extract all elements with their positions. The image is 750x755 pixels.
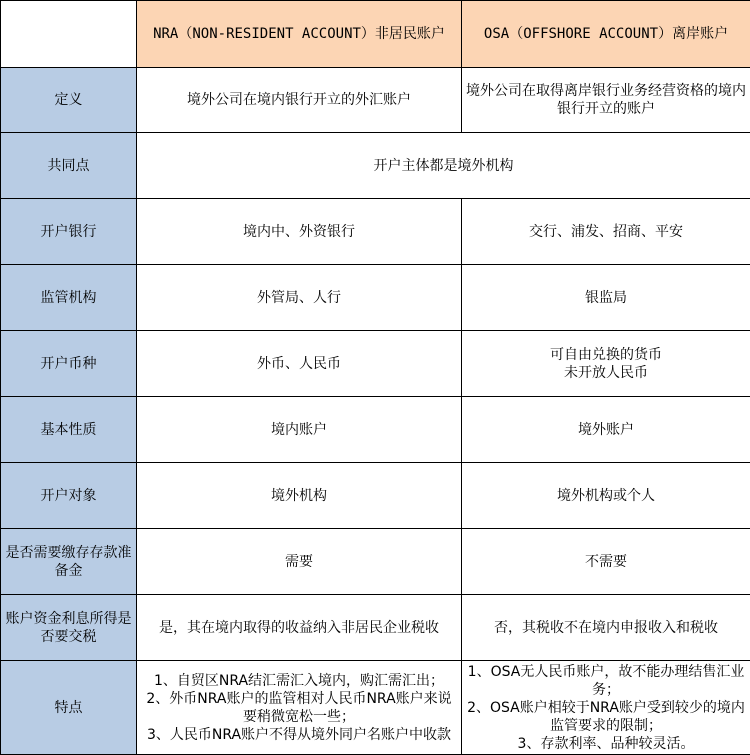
table-row-bank — [1, 199, 750, 265]
row-label-target: 开户对象 — [1, 463, 137, 529]
nra-currency-cell: 外币、人民币 — [137, 331, 462, 397]
table-row-nature — [1, 397, 750, 463]
osa-features-cell — [462, 661, 750, 755]
nra-regulator-cell: 外管局、人行 — [137, 265, 462, 331]
table-row-features — [1, 661, 750, 755]
nra-feature-item: 3、人民币NRA账户不得从境外同户名账户中收款 — [141, 726, 457, 744]
nra-bank-cell: 境内中、外资银行 — [137, 199, 462, 265]
nra-column-header: NRA（NON-RESIDENT ACCOUNT）非居民账户 — [137, 1, 462, 68]
nra-target-cell: 境外机构 — [137, 463, 462, 529]
nra-features-cell — [137, 661, 462, 755]
row-label-features: 特点 — [1, 661, 137, 755]
table-row-regulator — [1, 265, 750, 331]
nra-nature-cell: 境内账户 — [137, 397, 462, 463]
osa-bank-cell: 交行、浦发、招商、平安 — [462, 199, 750, 265]
row-label-common: 共同点 — [1, 133, 137, 199]
nra-definition-cell: 境外公司在境内银行开立的外汇账户 — [137, 68, 462, 133]
row-label-bank: 开户银行 — [1, 199, 137, 265]
table-row-common — [1, 133, 750, 199]
osa-target-cell: 境外机构或个人 — [462, 463, 750, 529]
corner-cell — [1, 1, 137, 68]
row-label-tax: 账户资金利息所得是否要交税 — [1, 595, 137, 661]
table-row-definition — [1, 68, 750, 133]
table-row-reserve — [1, 529, 750, 595]
osa-currency-line-2: 未开放人民币 — [466, 364, 746, 382]
osa-nature-cell: 境外账户 — [462, 397, 750, 463]
nra-feature-item: 1、自贸区NRA结汇需汇入境内，购汇需汇出； — [141, 672, 457, 690]
osa-feature-item: 2、OSA账户相较于NRA账户受到较少的境内监管要求的限制； — [466, 699, 746, 735]
table-row-target — [1, 463, 750, 529]
table-row-currency — [1, 331, 750, 397]
table-row-tax — [1, 595, 750, 661]
osa-definition-cell: 境外公司在取得离岸银行业务经营资格的境内银行开立的账户 — [462, 68, 750, 133]
common-point-cell: 开户主体都是境外机构 — [137, 133, 750, 199]
header-row — [1, 1, 750, 68]
osa-currency-line-1: 可自由兑换的货币 — [466, 346, 746, 364]
osa-column-header: OSA（OFFSHORE ACCOUNT）离岸账户 — [462, 1, 750, 68]
row-label-regulator: 监管机构 — [1, 265, 137, 331]
osa-regulator-cell: 银监局 — [462, 265, 750, 331]
osa-feature-item: 3、存款利率、品种较灵活。 — [466, 735, 746, 753]
row-label-currency: 开户币种 — [1, 331, 137, 397]
row-label-nature: 基本性质 — [1, 397, 137, 463]
osa-reserve-cell: 不需要 — [462, 529, 750, 595]
nra-reserve-cell: 需要 — [137, 529, 462, 595]
osa-feature-item: 1、OSA无人民币账户，故不能办理结售汇业务； — [466, 663, 746, 699]
nra-feature-item: 2、外币NRA账户的监管相对人民币NRA账户来说要稍微宽松一些； — [141, 690, 457, 726]
osa-currency-cell — [462, 331, 750, 397]
row-label-reserve: 是否需要缴存存款准备金 — [1, 529, 137, 595]
row-label-definition: 定义 — [1, 68, 137, 133]
osa-tax-cell: 否，其税收不在境内申报收入和税收 — [462, 595, 750, 661]
nra-tax-cell: 是，其在境内取得的收益纳入非居民企业税收 — [137, 595, 462, 661]
